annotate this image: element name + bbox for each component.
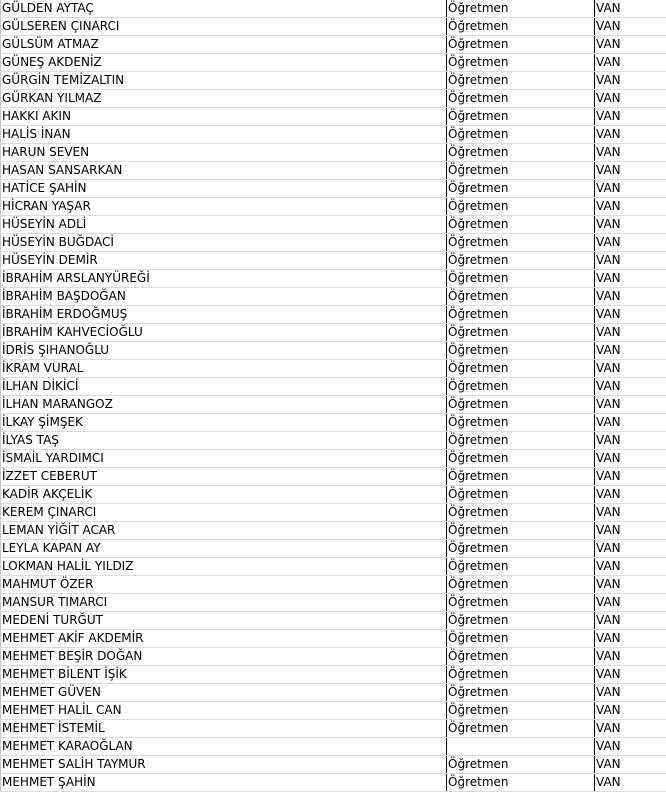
title-cell[interactable]: Öğretmen bbox=[447, 486, 595, 504]
title-cell[interactable]: Öğretmen bbox=[447, 306, 595, 324]
table-row bbox=[1, 108, 666, 126]
name-cell[interactable]: MEHMET AKİF AKDEMİR bbox=[1, 630, 447, 648]
title-cell[interactable]: Öğretmen bbox=[447, 558, 595, 576]
name-cell[interactable]: KEREM ÇINARCI bbox=[1, 504, 447, 522]
title-cell[interactable]: Öğretmen bbox=[447, 18, 595, 36]
name-cell[interactable]: HASAN SANSARKAN bbox=[1, 162, 447, 180]
name-cell[interactable]: İZZET CEBERUT bbox=[1, 468, 447, 486]
table-row bbox=[1, 450, 666, 468]
title-cell[interactable]: Öğretmen bbox=[447, 756, 595, 774]
table-row bbox=[1, 378, 666, 396]
title-cell[interactable]: Öğretmen bbox=[447, 504, 595, 522]
name-cell[interactable]: MEHMET ŞAHİN bbox=[1, 774, 447, 792]
table-row bbox=[1, 36, 666, 54]
city-cell[interactable]: VAN bbox=[595, 522, 666, 540]
table-row bbox=[1, 594, 666, 612]
city-cell[interactable]: VAN bbox=[595, 540, 666, 558]
name-cell[interactable]: HÜSEYİN BUĞDACİ bbox=[1, 234, 447, 252]
title-cell[interactable]: Öğretmen bbox=[447, 594, 595, 612]
title-cell[interactable]: Öğretmen bbox=[447, 0, 595, 18]
title-cell[interactable]: Öğretmen bbox=[447, 648, 595, 666]
name-cell[interactable]: HARUN SEVEN bbox=[1, 144, 447, 162]
table-row bbox=[1, 252, 666, 270]
city-cell[interactable]: VAN bbox=[595, 108, 666, 126]
city-cell[interactable]: VAN bbox=[595, 0, 666, 18]
city-cell[interactable]: VAN bbox=[595, 342, 666, 360]
name-cell[interactable]: HATİCE ŞAHİN bbox=[1, 180, 447, 198]
table-row bbox=[1, 702, 666, 720]
name-cell[interactable]: LOKMAN HALİL YILDIZ bbox=[1, 558, 447, 576]
city-cell[interactable]: VAN bbox=[595, 396, 666, 414]
city-cell[interactable]: VAN bbox=[595, 774, 666, 792]
name-cell[interactable]: İDRİS ŞIHANOĞLU bbox=[1, 342, 447, 360]
name-cell[interactable]: MANSUR TIMARCI bbox=[1, 594, 447, 612]
name-cell[interactable]: İBRAHİM KAHVECİOĞLU bbox=[1, 324, 447, 342]
title-cell[interactable]: Öğretmen bbox=[447, 270, 595, 288]
table-row bbox=[1, 270, 666, 288]
name-cell[interactable]: İKRAM VURAL bbox=[1, 360, 447, 378]
name-cell[interactable]: HİCRAN YAŞAR bbox=[1, 198, 447, 216]
name-cell[interactable]: MEHMET HALİL CAN bbox=[1, 702, 447, 720]
city-cell[interactable]: VAN bbox=[595, 486, 666, 504]
name-cell[interactable]: HÜSEYİN ADLİ bbox=[1, 216, 447, 234]
city-cell[interactable]: VAN bbox=[595, 576, 666, 594]
table-row bbox=[1, 774, 666, 792]
table-row bbox=[1, 468, 666, 486]
city-cell[interactable]: VAN bbox=[595, 684, 666, 702]
city-cell[interactable]: VAN bbox=[595, 90, 666, 108]
table-row bbox=[1, 432, 666, 450]
city-cell[interactable]: VAN bbox=[595, 18, 666, 36]
title-cell[interactable]: Öğretmen bbox=[447, 144, 595, 162]
name-cell[interactable]: İBRAHİM ARSLANYÜREĞİ bbox=[1, 270, 447, 288]
city-cell[interactable]: VAN bbox=[595, 378, 666, 396]
city-cell[interactable]: VAN bbox=[595, 216, 666, 234]
city-cell[interactable]: VAN bbox=[595, 432, 666, 450]
city-cell[interactable]: VAN bbox=[595, 72, 666, 90]
city-cell[interactable]: VAN bbox=[595, 594, 666, 612]
city-cell[interactable]: VAN bbox=[595, 558, 666, 576]
name-cell[interactable]: LEYLA KAPAN AY bbox=[1, 540, 447, 558]
city-cell[interactable]: VAN bbox=[595, 180, 666, 198]
name-cell[interactable]: İSMAİL YARDIMCI bbox=[1, 450, 447, 468]
title-cell[interactable] bbox=[447, 738, 595, 756]
title-cell[interactable]: Öğretmen bbox=[447, 180, 595, 198]
table-row bbox=[1, 576, 666, 594]
name-cell[interactable]: MEHMET BİLENT İŞİK bbox=[1, 666, 447, 684]
name-cell[interactable]: HAKKI AKIN bbox=[1, 108, 447, 126]
table-row bbox=[1, 288, 666, 306]
table-row bbox=[1, 90, 666, 108]
title-cell[interactable]: Öğretmen bbox=[447, 342, 595, 360]
title-cell[interactable]: Öğretmen bbox=[447, 162, 595, 180]
title-cell[interactable]: Öğretmen bbox=[447, 612, 595, 630]
name-cell[interactable]: HALİS İNAN bbox=[1, 126, 447, 144]
table-row bbox=[1, 18, 666, 36]
name-cell[interactable]: KADİR AKÇELİK bbox=[1, 486, 447, 504]
table-row bbox=[1, 630, 666, 648]
title-cell[interactable]: Öğretmen bbox=[447, 468, 595, 486]
city-cell[interactable]: VAN bbox=[595, 198, 666, 216]
name-cell[interactable]: İLKAY ŞİMŞEK bbox=[1, 414, 447, 432]
table-row bbox=[1, 126, 666, 144]
city-cell[interactable]: VAN bbox=[595, 756, 666, 774]
table-row bbox=[1, 666, 666, 684]
name-cell[interactable]: İBRAHİM BAŞDOĞAN bbox=[1, 288, 447, 306]
city-cell[interactable]: VAN bbox=[595, 360, 666, 378]
table-row bbox=[1, 720, 666, 738]
title-cell[interactable]: Öğretmen bbox=[447, 540, 595, 558]
staff-table-body bbox=[1, 0, 666, 792]
name-cell[interactable]: GÜRKAN YILMAZ bbox=[1, 90, 447, 108]
name-cell[interactable]: MAHMUT ÖZER bbox=[1, 576, 447, 594]
city-cell[interactable]: VAN bbox=[595, 54, 666, 72]
table-row bbox=[1, 486, 666, 504]
table-row bbox=[1, 540, 666, 558]
title-cell[interactable]: Öğretmen bbox=[447, 630, 595, 648]
name-cell[interactable]: İLHAN DİKİCİ bbox=[1, 378, 447, 396]
table-row bbox=[1, 144, 666, 162]
title-cell[interactable]: Öğretmen bbox=[447, 414, 595, 432]
title-cell[interactable]: Öğretmen bbox=[447, 378, 595, 396]
title-cell[interactable]: Öğretmen bbox=[447, 216, 595, 234]
table-row bbox=[1, 306, 666, 324]
city-cell[interactable]: VAN bbox=[595, 468, 666, 486]
city-cell[interactable]: VAN bbox=[595, 306, 666, 324]
city-cell[interactable]: VAN bbox=[595, 738, 666, 756]
name-cell[interactable]: MEHMET KARAOĞLAN bbox=[1, 738, 447, 756]
city-cell[interactable]: VAN bbox=[595, 324, 666, 342]
table-row bbox=[1, 162, 666, 180]
table-row bbox=[1, 216, 666, 234]
city-cell[interactable]: VAN bbox=[595, 270, 666, 288]
name-cell[interactable]: HÜSEYİN DEMİR bbox=[1, 252, 447, 270]
title-cell[interactable]: Öğretmen bbox=[447, 360, 595, 378]
table-row bbox=[1, 198, 666, 216]
title-cell[interactable]: Öğretmen bbox=[447, 72, 595, 90]
title-cell[interactable]: Öğretmen bbox=[447, 720, 595, 738]
name-cell[interactable]: LEMAN YİĞİT ACAR bbox=[1, 522, 447, 540]
name-cell[interactable]: GÜRGİN TEMİZALTIN bbox=[1, 72, 447, 90]
title-cell[interactable]: Öğretmen bbox=[447, 576, 595, 594]
city-cell[interactable]: VAN bbox=[595, 414, 666, 432]
table-row bbox=[1, 342, 666, 360]
table-row bbox=[1, 396, 666, 414]
title-cell[interactable]: Öğretmen bbox=[447, 522, 595, 540]
table-row bbox=[1, 180, 666, 198]
name-cell[interactable]: GÜLDEN AYTAÇ bbox=[1, 0, 447, 18]
city-cell[interactable]: VAN bbox=[595, 630, 666, 648]
table-row bbox=[1, 612, 666, 630]
table-row bbox=[1, 324, 666, 342]
city-cell[interactable]: VAN bbox=[595, 648, 666, 666]
name-cell[interactable]: GÜNEŞ AKDENİZ bbox=[1, 54, 447, 72]
name-cell[interactable]: MEHMET SALİH TAYMUR bbox=[1, 756, 447, 774]
title-cell[interactable]: Öğretmen bbox=[447, 198, 595, 216]
table-row bbox=[1, 0, 666, 18]
city-cell[interactable]: VAN bbox=[595, 702, 666, 720]
table-row bbox=[1, 54, 666, 72]
title-cell[interactable]: Öğretmen bbox=[447, 234, 595, 252]
name-cell[interactable]: GÜLSÜM ATMAZ bbox=[1, 36, 447, 54]
title-cell[interactable]: Öğretmen bbox=[447, 90, 595, 108]
title-cell[interactable]: Öğretmen bbox=[447, 396, 595, 414]
title-cell[interactable]: Öğretmen bbox=[447, 324, 595, 342]
title-cell[interactable]: Öğretmen bbox=[447, 774, 595, 792]
title-cell[interactable]: Öğretmen bbox=[447, 126, 595, 144]
table-row bbox=[1, 414, 666, 432]
city-cell[interactable]: VAN bbox=[595, 612, 666, 630]
name-cell[interactable]: MEHMET İSTEMİL bbox=[1, 720, 447, 738]
city-cell[interactable]: VAN bbox=[595, 288, 666, 306]
city-cell[interactable]: VAN bbox=[595, 666, 666, 684]
table-row bbox=[1, 684, 666, 702]
title-cell[interactable]: Öğretmen bbox=[447, 684, 595, 702]
table-row bbox=[1, 648, 666, 666]
city-cell[interactable]: VAN bbox=[595, 504, 666, 522]
title-cell[interactable]: Öğretmen bbox=[447, 36, 595, 54]
city-cell[interactable]: VAN bbox=[595, 450, 666, 468]
title-cell[interactable]: Öğretmen bbox=[447, 450, 595, 468]
name-cell[interactable]: MEDENİ TURĞUT bbox=[1, 612, 447, 630]
city-cell[interactable]: VAN bbox=[595, 162, 666, 180]
title-cell[interactable]: Öğretmen bbox=[447, 702, 595, 720]
title-cell[interactable]: Öğretmen bbox=[447, 252, 595, 270]
city-cell[interactable]: VAN bbox=[595, 126, 666, 144]
title-cell[interactable]: Öğretmen bbox=[447, 54, 595, 72]
city-cell[interactable]: VAN bbox=[595, 144, 666, 162]
table-row bbox=[1, 738, 666, 756]
title-cell[interactable]: Öğretmen bbox=[447, 666, 595, 684]
name-cell[interactable]: MEHMET GÜVEN bbox=[1, 684, 447, 702]
city-cell[interactable]: VAN bbox=[595, 252, 666, 270]
title-cell[interactable]: Öğretmen bbox=[447, 108, 595, 126]
name-cell[interactable]: MEHMET BEŞİR DOĞAN bbox=[1, 648, 447, 666]
table-row bbox=[1, 360, 666, 378]
table-row bbox=[1, 504, 666, 522]
name-cell[interactable]: İBRAHİM ERDOĞMUŞ bbox=[1, 306, 447, 324]
name-cell[interactable]: GÜLSEREN ÇINARCI bbox=[1, 18, 447, 36]
title-cell[interactable]: Öğretmen bbox=[447, 432, 595, 450]
city-cell[interactable]: VAN bbox=[595, 234, 666, 252]
table-row bbox=[1, 234, 666, 252]
city-cell[interactable]: VAN bbox=[595, 36, 666, 54]
city-cell[interactable]: VAN bbox=[595, 720, 666, 738]
name-cell[interactable]: İLHAN MARANGOZ bbox=[1, 396, 447, 414]
table-row bbox=[1, 72, 666, 90]
title-cell[interactable]: Öğretmen bbox=[447, 288, 595, 306]
table-row bbox=[1, 558, 666, 576]
table-row bbox=[1, 522, 666, 540]
name-cell[interactable]: İLYAS TAŞ bbox=[1, 432, 447, 450]
table-row bbox=[1, 756, 666, 774]
